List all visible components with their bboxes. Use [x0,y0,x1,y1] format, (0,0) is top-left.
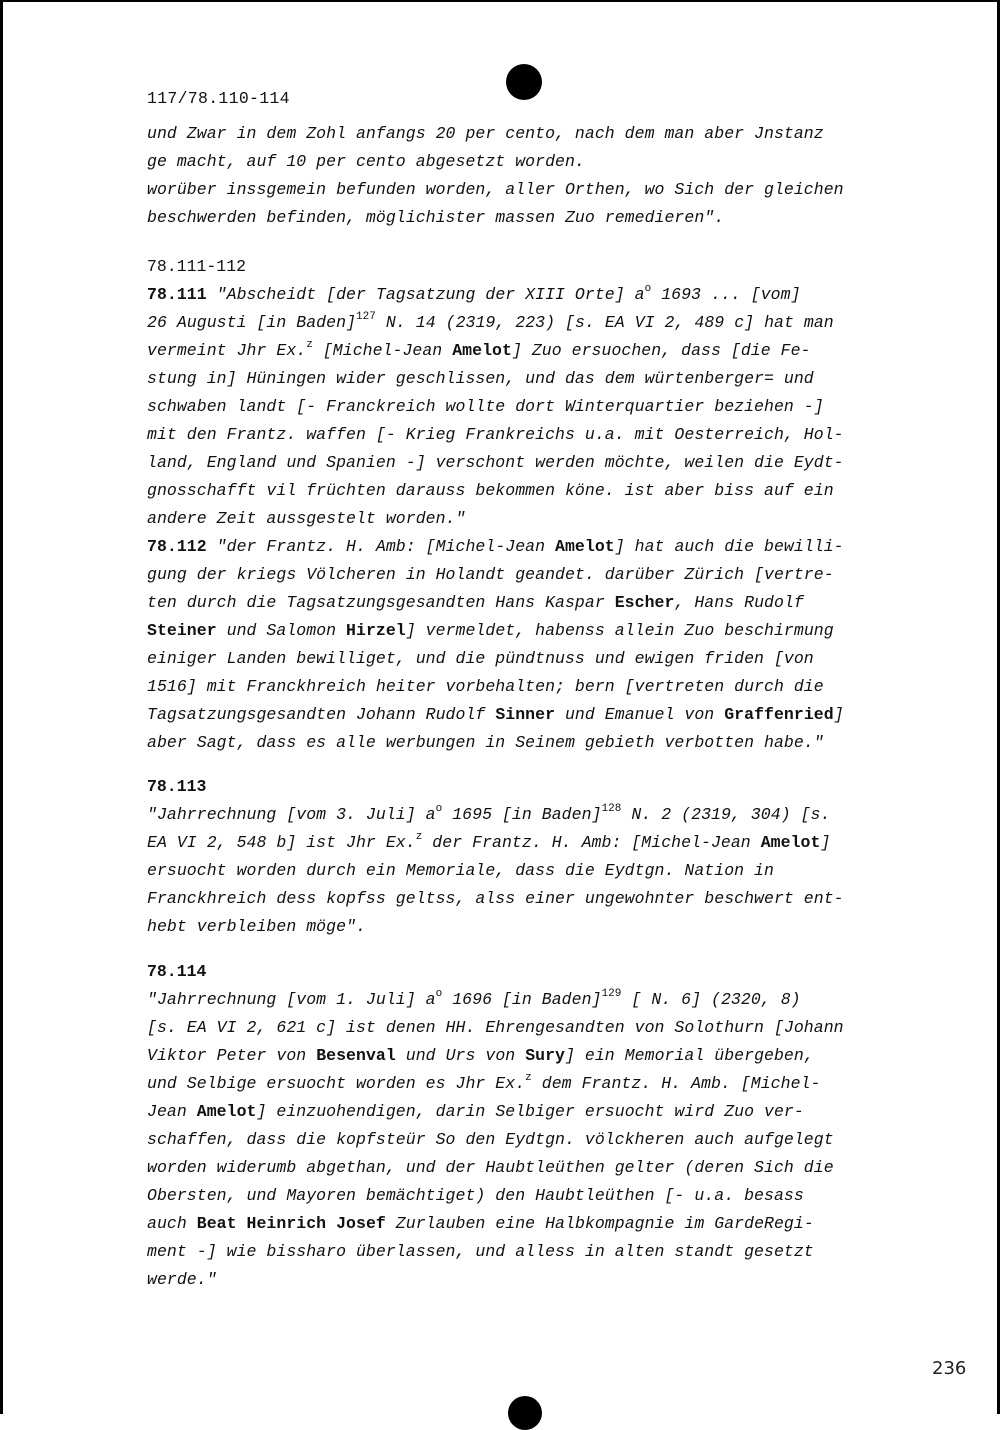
text-fragment: Tagsatzungsgesandten Johann Rudolf [147,705,496,724]
text-fragment: Jean [147,1102,197,1121]
text-fragment: 26 Augusti [in Baden] [147,313,356,332]
text-fragment: dem Frantz. H. Amb. [Michel- [531,1074,821,1093]
punch-hole-top [506,64,542,100]
text-line: beschwerden befinden, möglichister massen Zuo remedieren". [147,208,725,227]
text-fragment: und Emanuel von [555,705,725,724]
text-line: gung der kriegs Völcheren in Holandt geandet. darüber Zürich [vertre- [147,565,834,584]
superscript-o: o [435,803,443,815]
text-line: einiger Landen bewilliget, und die pündtnuss und ewigen friden [von [147,649,814,668]
superscript-o: o [644,283,652,295]
section-78-113 [147,773,917,941]
section-78-114 [147,958,917,1294]
text-line: ment -] wie bissharo überlassen, und alless in alten standt gesetzt [147,1242,814,1261]
text-fragment: EA VI 2, 548 b] ist Jhr Ex. [147,833,416,852]
text-line: schaffen, dass die kopfsteür So den Eydtgn. völckheren auch aufgelegt [147,1130,834,1149]
text-fragment: auch [147,1214,197,1233]
text-line: Franckhreich dess kopfss geltss, alss einer ungewohnter beschwert ent- [147,889,844,908]
section-heading: 78.113 [147,777,207,796]
entry-number-111: 78.111 [147,285,207,304]
text-line: worüber inssgemein befunden worden, aller Orthen, wo Sich der gleichen [147,180,844,199]
text-fragment: ] vermeldet, habenss allein Zuo beschirmung [405,621,834,640]
text-line: Obersten, und Mayoren bemächtiget) den Haubtleüthen [- u.a. besass [147,1186,804,1205]
text-line: mit den Frantz. waffen [- Krieg Frankreichs u.a. mit Oesterreich, Hol- [147,425,844,444]
text-fragment: 1695 [in Baden] [442,805,602,824]
person-name: Sury [525,1046,565,1065]
text-fragment: [Michel-Jean [312,341,453,360]
section-78-111-112 [147,253,917,757]
person-name: Amelot [760,833,821,852]
text-fragment: ten durch die Tagsatzungsgesandten Hans Kaspar [147,593,615,612]
person-name: Sinner [495,705,556,724]
person-name: Escher [614,593,675,612]
text-fragment: und Salomon [216,621,347,640]
text-line: worden widerumb abgethan, und der Haubtleüthen gelter (deren Sich die [147,1158,834,1177]
person-name: Besenval [316,1046,396,1065]
text-line: aber Sagt, dass es alle werbungen in Seinem gebieth verbotten habe." [147,733,824,752]
entry-number-112: 78.112 [147,537,207,556]
document-reference: 117/78.110-114 [147,89,290,108]
person-name: Graffenried [724,705,834,724]
text-fragment: "Jahrrechnung [vom 1. Juli] a [147,990,436,1009]
text-line: 1516] mit Franckhreich heiter vorbehalten; bern [vertreten durch die [147,677,824,696]
text-fragment: ] hat auch die bewilli- [614,537,844,556]
text-line: hebt verbleiben möge". [147,917,366,936]
person-name: Amelot [555,537,615,556]
footnote-ref-128: 128 [601,803,622,815]
text-fragment: und Urs von [395,1046,526,1065]
text-fragment: ] ein Memorial übergeben, [565,1046,814,1065]
footnote-ref-127: 127 [355,311,376,323]
text-fragment: ] Zuo ersuochen, dass [die Fe- [511,341,811,360]
text-line: und Zwar in dem Zohl anfangs 20 per cento, nach dem man aber Jnstanz [147,124,824,143]
text-line: gnosschafft vil früchten darauss bekommen köne. ist aber biss auf ein [147,481,834,500]
text-fragment: N. 2 (2319, 304) [s. [621,805,831,824]
text-fragment: Viktor Peter von [147,1046,317,1065]
text-line: land, England und Spanien -] verschont werden möchte, weilen die Eydt- [147,453,844,472]
scan-border-left [0,0,3,1414]
superscript-z: z [525,1072,532,1084]
superscript-z: z [306,339,313,351]
text-fragment: 1696 [in Baden] [442,990,602,1009]
text-fragment: der Frantz. H. Amb: [Michel-Jean [422,833,761,852]
text-line: werde." [147,1270,217,1289]
text-fragment: [ N. 6] (2320, 8) [621,990,801,1009]
superscript-o: o [435,988,443,1000]
text-fragment: N. 14 (2319, 223) [s. EA VI 2, 489 c] hat man [375,313,834,332]
handwritten-page-number: 236 [932,1358,967,1379]
text-fragment: und Selbige ersuocht worden es Jhr Ex. [147,1074,526,1093]
text-fragment: ] [833,705,844,724]
text-fragment: 1693 ... [vom] [651,285,801,304]
text-fragment: , Hans Rudolf [674,593,804,612]
person-name: Amelot [196,1102,257,1121]
text-line: ersuocht worden durch ein Memoriale, dass die Eydtgn. Nation in [147,861,774,880]
section-heading: 78.114 [147,962,207,981]
intro-paragraph [147,120,917,232]
superscript-z: z [415,831,423,843]
text-fragment: "Jahrrechnung [vom 3. Juli] a [147,805,436,824]
text-fragment: Zurlauben eine Halbkompagnie im GardeRegi- [385,1214,814,1233]
scan-border-top [0,0,1000,2]
text-fragment: vermeint Jhr Ex. [147,341,307,360]
text-line: schwaben landt [- Franckreich wollte dort Winterquartier beziehen -] [147,397,824,416]
text-line: [s. EA VI 2, 621 c] ist denen HH. Ehrengesandten von Solothurn [Johann [147,1018,844,1037]
text-fragment: "der Frantz. H. Amb: [Michel-Jean [216,537,556,556]
person-name: Amelot [452,341,512,360]
text-line: stung in] Hüningen wider geschlissen, und das dem würtenberger= und [147,369,814,388]
text-fragment: ] einzuohendigen, darin Selbiger ersuocht wird Zuo ver- [256,1102,804,1121]
person-name: Hirzel [346,621,406,640]
text-line: ge macht, auf 10 per cento abgesetzt worden. [147,152,585,171]
text-fragment: "Abscheidt [der Tagsatzung der XIII Orte] a [216,285,645,304]
text-line: andere Zeit aussgestelt worden." [147,509,466,528]
person-name: Beat Heinrich Josef [196,1214,386,1233]
person-name: Steiner [147,621,217,640]
section-heading: 78.111-112 [147,257,247,276]
text-fragment: ] [820,833,831,852]
footnote-ref-129: 129 [601,988,622,1000]
punch-hole-bottom [508,1396,542,1430]
